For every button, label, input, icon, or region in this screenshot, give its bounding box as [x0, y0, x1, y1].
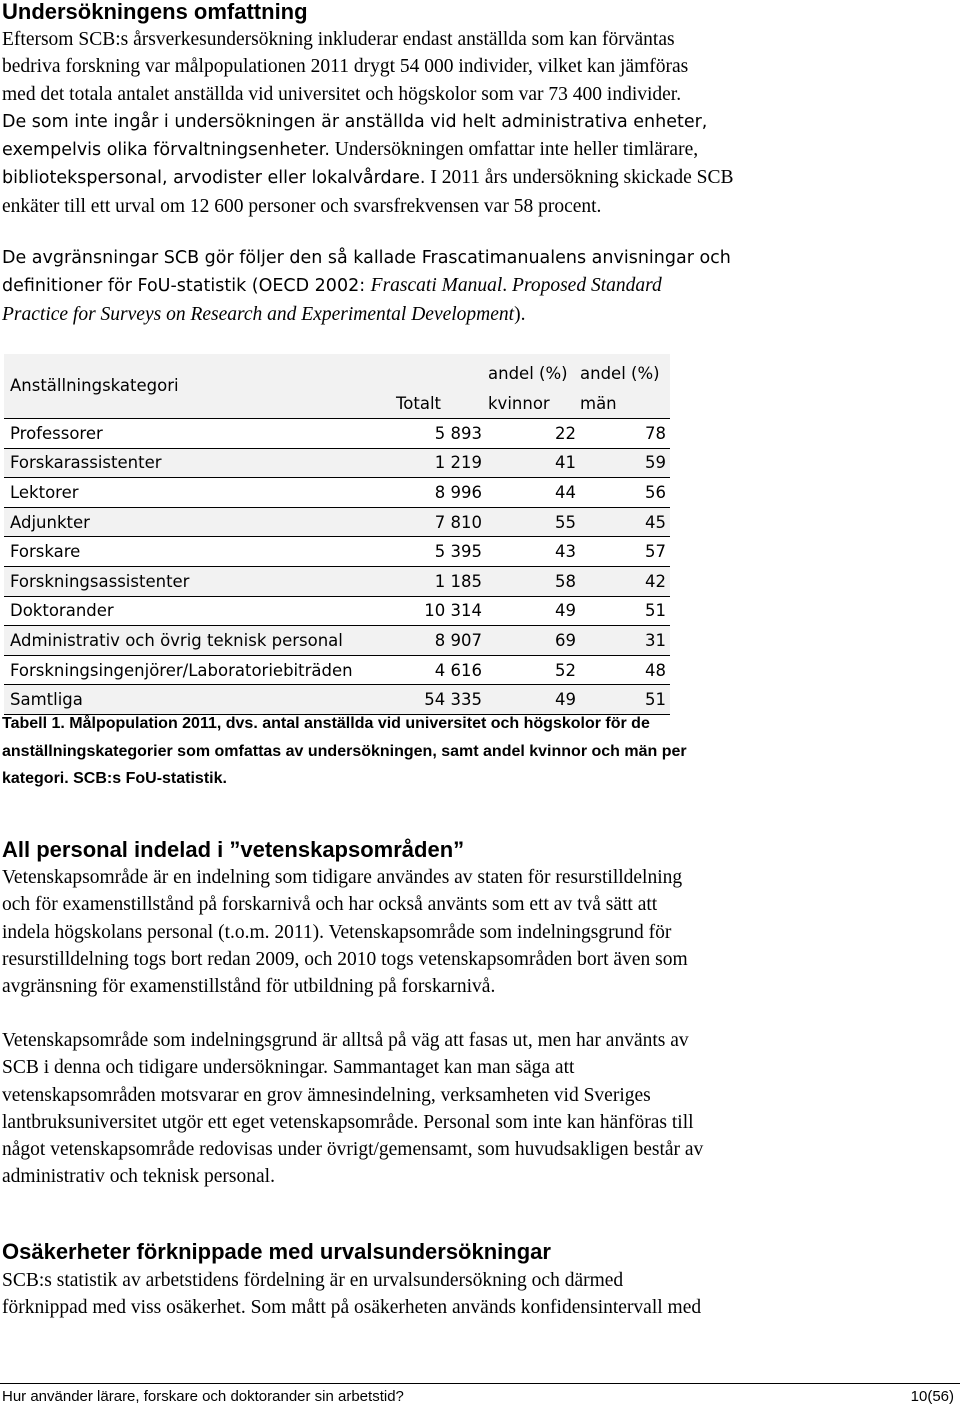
cell-total: 5 395	[434, 542, 482, 562]
table-row	[4, 656, 670, 686]
text-segment: Undersökningen omfattar inte heller timlärare,	[329, 139, 699, 161]
text-line: enkäter till ett urval om 12 600 personer och svarsfrekvensen var 58 procent.	[2, 195, 602, 217]
cell-total: 8 907	[434, 630, 482, 650]
text-segment: I 2011 års undersökning skickade SCB	[425, 167, 734, 189]
text-line: indela högskolans personal (t.o.m. 2011). Vetenskapsområde som indelningsgrund för	[2, 921, 672, 943]
caption-line: Tabell 1. Målpopulation 2011, dvs. antal anställda vid universitet och högskolor för de	[2, 715, 650, 732]
cell-men: 56	[645, 482, 666, 502]
cell-total: 54 335	[424, 690, 482, 710]
cell-men: 31	[645, 630, 666, 650]
footer-title: Hur använder lärare, forskare och doktorander sin arbetstid?	[2, 1388, 404, 1405]
cell-women: 43	[555, 542, 576, 562]
caption-line: kategori. SCB:s FoU-statistik.	[2, 770, 227, 787]
table-row	[4, 537, 670, 567]
text-segment: ).	[514, 303, 526, 325]
cell-women: 49	[555, 601, 576, 621]
table-row	[4, 478, 670, 508]
cell-men: 78	[645, 423, 666, 443]
text-line: bibliotekspersonal, arvodister eller lokalvårdare.	[2, 168, 426, 189]
cell-category: Professorer	[10, 423, 103, 443]
cell-category: Doktorander	[10, 601, 114, 621]
table-header	[4, 354, 670, 419]
text-line: Vetenskapsområde är en indelning som tidigare användes av staten för resurstilldelning	[2, 867, 683, 888]
cell-category: Adjunkter	[10, 512, 90, 532]
text-line: något vetenskapsområde redovisas under övrigt/gemensamt, som huvudsakligen består av	[2, 1139, 704, 1161]
page-footer	[0, 1383, 960, 1410]
cell-men: 51	[645, 690, 666, 710]
paragraph-omfattning-2	[2, 244, 952, 328]
text-segment: definitioner för FoU-statistik (OECD 2002:	[2, 276, 371, 297]
cell-women: 58	[555, 571, 576, 591]
table-row	[4, 449, 670, 479]
page-number: 10(56)	[910, 1388, 954, 1405]
text-line: lantbruksuniversitet utgör ett eget vetenskapsområde. Personal som inte kan hänföras till	[2, 1111, 694, 1133]
cell-total: 7 810	[434, 512, 482, 532]
italic-title: Frascati Manual	[370, 275, 503, 297]
table-row	[4, 508, 670, 538]
italic-title: Proposed Standard	[512, 275, 662, 297]
cell-category: Forskningsingenjörer/Laboratoriebiträden	[10, 660, 353, 680]
caption-line: anställningskategorier som omfattas av undersökningen, samt andel kvinnor och män per	[2, 742, 687, 760]
cell-men: 59	[645, 453, 666, 473]
table-row	[4, 419, 670, 449]
header-women-bottom: kvinnor	[488, 394, 550, 413]
cell-category: Samtliga	[10, 690, 83, 710]
cell-category: Administrativ och övrig teknisk personal	[10, 630, 343, 650]
cell-category: Lektorer	[10, 482, 79, 502]
text-segment: .	[502, 275, 513, 297]
cell-women: 52	[555, 660, 576, 680]
cell-category: Forskarassistenter	[10, 453, 162, 473]
paragraph-osakerheter-1	[2, 1267, 952, 1322]
cell-total: 1 185	[434, 571, 482, 591]
section-heading-vetenskapsomraden: All personal indelad i ”vetenskapsområden”	[2, 837, 465, 862]
text-line: Eftersom SCB:s årsverkesundersökning inkluderar endast anställda som kan förväntas	[2, 29, 675, 50]
cell-men: 45	[645, 512, 666, 532]
cell-men: 51	[645, 601, 666, 621]
text-line: förknippad med viss osäkerhet. Som mått på osäkerheten används konfidensintervall med	[2, 1297, 702, 1319]
target-population-table	[4, 354, 670, 715]
cell-men: 42	[645, 571, 666, 591]
section-heading-omfattning: Undersökningens omfattning	[2, 0, 308, 24]
cell-women: 55	[555, 512, 576, 532]
cell-women: 41	[555, 453, 576, 473]
cell-total: 8 996	[434, 482, 482, 502]
text-line: och för examenstillstånd på forskarnivå och har också använts som ett av två sätt att	[2, 894, 658, 916]
header-men-bottom: män	[580, 394, 617, 413]
header-category: Anställningskategori	[10, 376, 179, 395]
cell-women: 69	[555, 630, 576, 650]
table-row	[4, 626, 670, 656]
text-line: De som inte ingår i undersökningen är anställda vid helt administrativa enheter,	[2, 111, 708, 132]
cell-total: 5 893	[434, 423, 482, 443]
section-heading-osakerheter: Osäkerheter förknippade med urvalsundersökningar	[2, 1239, 551, 1264]
paragraph-omfattning-1	[2, 26, 952, 220]
cell-women: 22	[555, 423, 576, 443]
text-line: SCB i denna och tidigare undersökningar. Sammantaget kan man säga att	[2, 1057, 575, 1079]
header-total: Totalt	[396, 394, 442, 413]
italic-title: Practice for Surveys on Research and Experimental Development	[2, 303, 515, 325]
header-women-top: andel (%)	[488, 364, 568, 383]
cell-category: Forskningsassistenter	[10, 571, 190, 591]
text-line: De avgränsningar SCB gör följer den så kallade Frascatimanualens anvisningar och	[2, 248, 731, 268]
text-line: exempelvis olika förvaltningsenheter.	[2, 140, 330, 161]
text-line: vetenskapsområden motsvarar en grov ämnesindelning, verksamheten vid Sveriges	[2, 1084, 651, 1106]
cell-men: 57	[645, 542, 666, 562]
cell-category: Forskare	[10, 542, 81, 562]
text-line: avgränsning för examenstillstånd för utbildning på forskarnivå.	[2, 976, 496, 998]
text-line: SCB:s statistik av arbetstidens fördelning är en urvalsundersökning och därmed	[2, 1270, 624, 1291]
table-row	[4, 567, 670, 597]
text-line: bedriva forskning var målpopulationen 2011 drygt 54 000 individer, vilket kan jämföras	[2, 56, 689, 78]
text-line: Vetenskapsområde som indelningsgrund är alltså på väg att fasas ut, men har använts av	[2, 1030, 689, 1051]
header-men-top: andel (%)	[580, 364, 660, 383]
cell-men: 48	[645, 660, 666, 680]
cell-women: 49	[555, 690, 576, 710]
table-caption	[2, 710, 802, 793]
text-line: administrativ och teknisk personal.	[2, 1166, 275, 1188]
paragraph-vetenskapsomraden-2	[2, 1027, 952, 1191]
text-line: resurstilldelning togs bort redan 2009, och 2010 togs vetenskapsområden bort även som	[2, 948, 688, 970]
cell-total: 4 616	[434, 660, 482, 680]
text-line: med det totala antalet anställda vid universitet och högskolor som var 73 400 individer.	[2, 83, 682, 105]
cell-total: 1 219	[434, 453, 482, 473]
cell-total: 10 314	[424, 601, 482, 621]
table-row	[4, 597, 670, 627]
paragraph-vetenskapsomraden-1	[2, 864, 952, 1000]
cell-women: 44	[555, 482, 576, 502]
